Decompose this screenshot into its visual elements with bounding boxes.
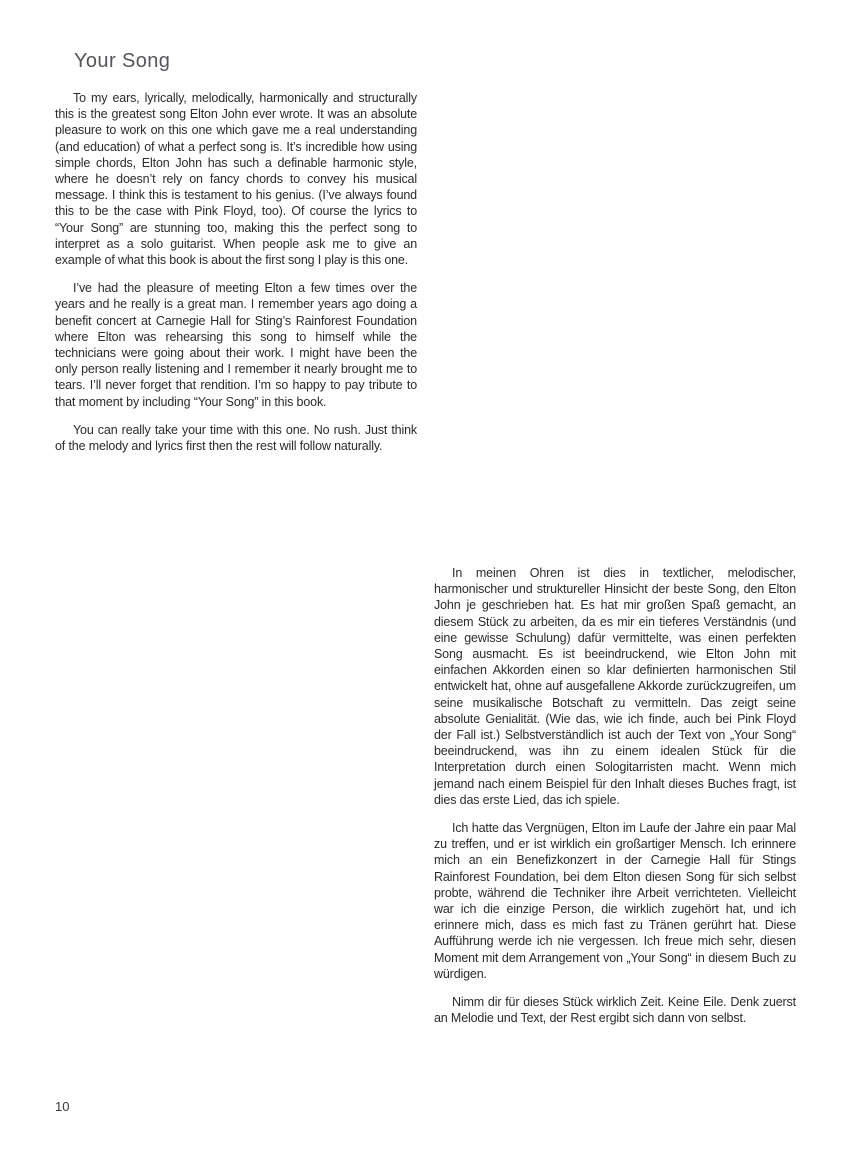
page-number: 10 [55,1099,70,1114]
english-paragraph-3: You can really take your time with this one. No rush. Just think of the melody and lyrics first then the rest will follow naturally. [55,422,417,454]
english-paragraph-1: To my ears, lyrically, melodically, harmonically and structurally this is the greatest song Elton John ever wrote. It was an absolute pleasure to work on this one which gave me a real understanding (and education) of what a perfect song is. It’s incredible how using simple chords, Elton John has such a definable harmonic style, where he doesn’t rely on fancy chords to convey his musical message. I think this is testament to his genius. (I’ve always found this to be the case with Pink Floyd, too). Of course the lyrics to “Your Song” are stunning too, making this the perfect song to interpret as a solo guitarist. When people ask me to give an example of what this book is about the first song I play is this one. [55,91,417,268]
german-paragraph-2: Ich hatte das Vergnügen, Elton im Laufe der Jahre ein paar Mal zu treffen, und er ist wirklich ein großartiger Mensch. Ich erinnere mich an ein Benefizkonzert in der Carnegie Hall für Stings Rainforest Foundation, bei dem Elton diesen Song für sich selbst probte, während die Techniker ihre Arbeit verrichteten. Vielleicht war ich die einzige Person, die wirklich zugehört hat, und ich erinnere mich, dass es mich fast zu Tränen gerührt hat. Diese Aufführung werde ich nie vergessen. Ich freue mich sehr, diesen Moment mit dem Arrangement von „Your Song“ in diesem Buch zu würdigen. [434,821,796,981]
english-text-column [55,90,417,454]
german-paragraph-3: Nimm dir für dieses Stück wirklich Zeit. Keine Eile. Denk zuerst an Melodie und Text, der Rest ergibt sich dann von selbst. [434,995,796,1026]
german-text-column [434,565,796,1026]
page-title: Your Song [74,50,171,72]
english-paragraph-2: I’ve had the pleasure of meeting Elton a few times over the years and he really is a great man. I remember years ago doing a benefit concert at Carnegie Hall for Sting’s Rainforest Foundation where Elton was rehearsing this song to himself while the technicians were going about their work. I might have been the only person really listening and I remember it nearly brought me to tears. I’ll never forget that rendition. I’m so happy to pay tribute to that moment by including “Your Song” in this book. [55,281,417,409]
german-paragraph-1: In meinen Ohren ist dies in textlicher, melodischer, harmonischer und struktureller Hinsicht der beste Song, den Elton John je geschrieben hat. Es hat mir großen Spaß gemacht, an diesem Stück zu arbeiten, da es mir ein tieferes Verständnis (und eine gewisse Schulung) dafür vermittelte, was einen perfekten Song ausmacht. Es ist beeindruckend, wie Elton John mit einfachen Akkorden einen so klar definierten harmonischen Stil entwickelt hat, ohne auf ausgefallene Akkorde zurückzugreifen, um seine musikalische Botschaft zu vermitteln. Das zeigt seine absolute Genialität. (Wie das, wie ich finde, auch bei Pink Floyd der Fall ist.) Selbstverständlich ist auch der Text von „Your Song“ beeindruckend, was ihn zu einem idealen Stück für die Interpretation durch einen Sologitarristen macht. Wenn mich jemand nach einem Beispiel für den Inhalt dieses Buches fragt, ist dies das erste Lied, das ich spiele. [434,566,796,807]
